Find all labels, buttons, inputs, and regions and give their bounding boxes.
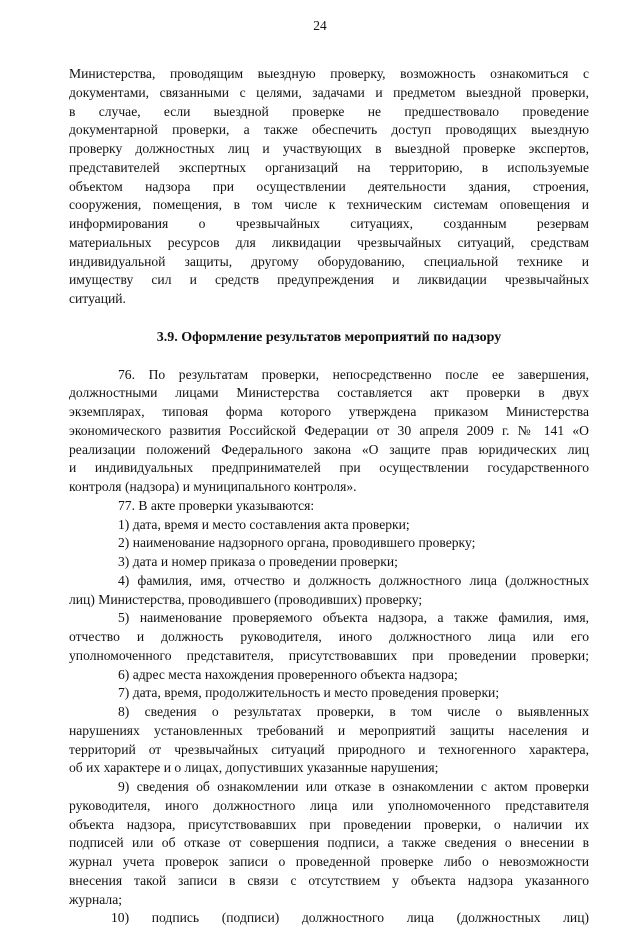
text-line: журнал учета проверок записи о проведенной проверке либо о невозможности	[69, 853, 589, 872]
text-line: 3) дата и номер приказа о проведении проверки;	[69, 553, 589, 572]
text-line: индивидуальной защиты, другому оборудованию, специальной технике и	[69, 253, 589, 272]
text-line: должностными лицами Министерства составляется акт проверки в двух	[69, 384, 589, 403]
text-line: руководителя, иного должностного лица или уполномоченного представителя	[69, 797, 589, 816]
page-number: 24	[0, 18, 640, 34]
text-line: журнала;	[69, 891, 589, 910]
text-line: 1) дата, время и место составления акта проверки;	[69, 516, 589, 535]
text-line: документами, связанными с целями, задачами и предметом выездной проверки,	[69, 84, 589, 103]
text-line: 6) адрес места нахождения проверенного объекта надзора;	[69, 666, 589, 685]
text-line: лиц) Министерства, проводившего (проводивших) проверку;	[69, 591, 589, 610]
text-line: объектом надзора при осуществлении деятельности здания, строения,	[69, 178, 589, 197]
text-line: 5) наименование проверяемого объекта надзора, а также фамилия, имя,	[69, 609, 589, 628]
text-line: об их характере и о лицах, допустивших указанные нарушения;	[69, 759, 589, 778]
text-line: сооружения, помещения, в том числе к техническим системам оповещения и	[69, 196, 589, 215]
text-line: 76. По результатам проверки, непосредственно после ее завершения,	[69, 366, 589, 385]
text-line: отчество и должность руководителя, иного должностного лица или его	[69, 628, 589, 647]
text-line: экземплярах, типовая форма которого утверждена приказом Министерства	[69, 403, 589, 422]
text-line: контроля (надзора) и муниципального контроля».	[69, 478, 589, 497]
text-line: информирования о чрезвычайных ситуациях, созданным резервам	[69, 215, 589, 234]
text-line: 2) наименование надзорного органа, проводившего проверку;	[69, 534, 589, 553]
paragraph-continuation	[69, 65, 589, 309]
text-line: 4) фамилия, имя, отчество и должность должностного лица (должностных	[69, 572, 589, 591]
text-line: документарной проверки, а также обеспечить доступ проводящих выездную	[69, 121, 589, 140]
text-line: экономического развития Российской Федерации от 30 апреля 2009 г. № 141 «О	[69, 422, 589, 441]
text-line: представителей экспертных организаций на территорию, в используемые	[69, 159, 589, 178]
text-line: объекта надзора, присутствовавших при проведении проверки, о наличии их	[69, 816, 589, 835]
text-line: 7) дата, время, продолжительность и место проведения проверки;	[69, 684, 589, 703]
text-line: материальных ресурсов для ликвидации чрезвычайных ситуаций, средствам	[69, 234, 589, 253]
text-line: проверку должностных лиц и участвующих в выездной проверке экспертов,	[69, 140, 589, 159]
document-body	[69, 65, 589, 928]
text-line: подписей или об отказе от совершения подписи, а также сведения о внесении в	[69, 834, 589, 853]
text-line: имуществу сил и средств предупреждения и ликвидации чрезвычайных	[69, 271, 589, 290]
text-line: ситуаций.	[69, 290, 589, 309]
section-heading: 3.9. Оформление результатов мероприятий по надзору	[69, 329, 589, 348]
text-line: уполномоченного представителя, присутствовавших при проведении проверки;	[69, 647, 589, 666]
text-line: 77. В акте проверки указываются:	[69, 497, 589, 516]
text-line: нарушениях установленных требований и мероприятий защиты населения и	[69, 722, 589, 741]
section-body	[69, 366, 589, 928]
text-line: 9) сведения об ознакомлении или отказе в ознакомлении с актом проверки	[69, 778, 589, 797]
text-line: территорий от чрезвычайных ситуаций природного и техногенного характера,	[69, 741, 589, 760]
text-line: Министерства, проводящим выездную проверку, возможность ознакомиться с	[69, 65, 589, 84]
text-line: и индивидуальных предпринимателей при осуществлении государственного	[69, 459, 589, 478]
text-line: внесения такой записи в связи с отсутствием у объекта надзора указанного	[69, 872, 589, 891]
text-line: реализации положений Федерального закона «О защите прав юридических лиц	[69, 441, 589, 460]
text-line: 8) сведения о результатах проверки, в том числе о выявленных	[69, 703, 589, 722]
text-line: в случае, если выездной проверке не предшествовало проведение	[69, 103, 589, 122]
text-line: 10) подпись (подписи) должностного лица (должностных лиц)	[69, 909, 589, 928]
